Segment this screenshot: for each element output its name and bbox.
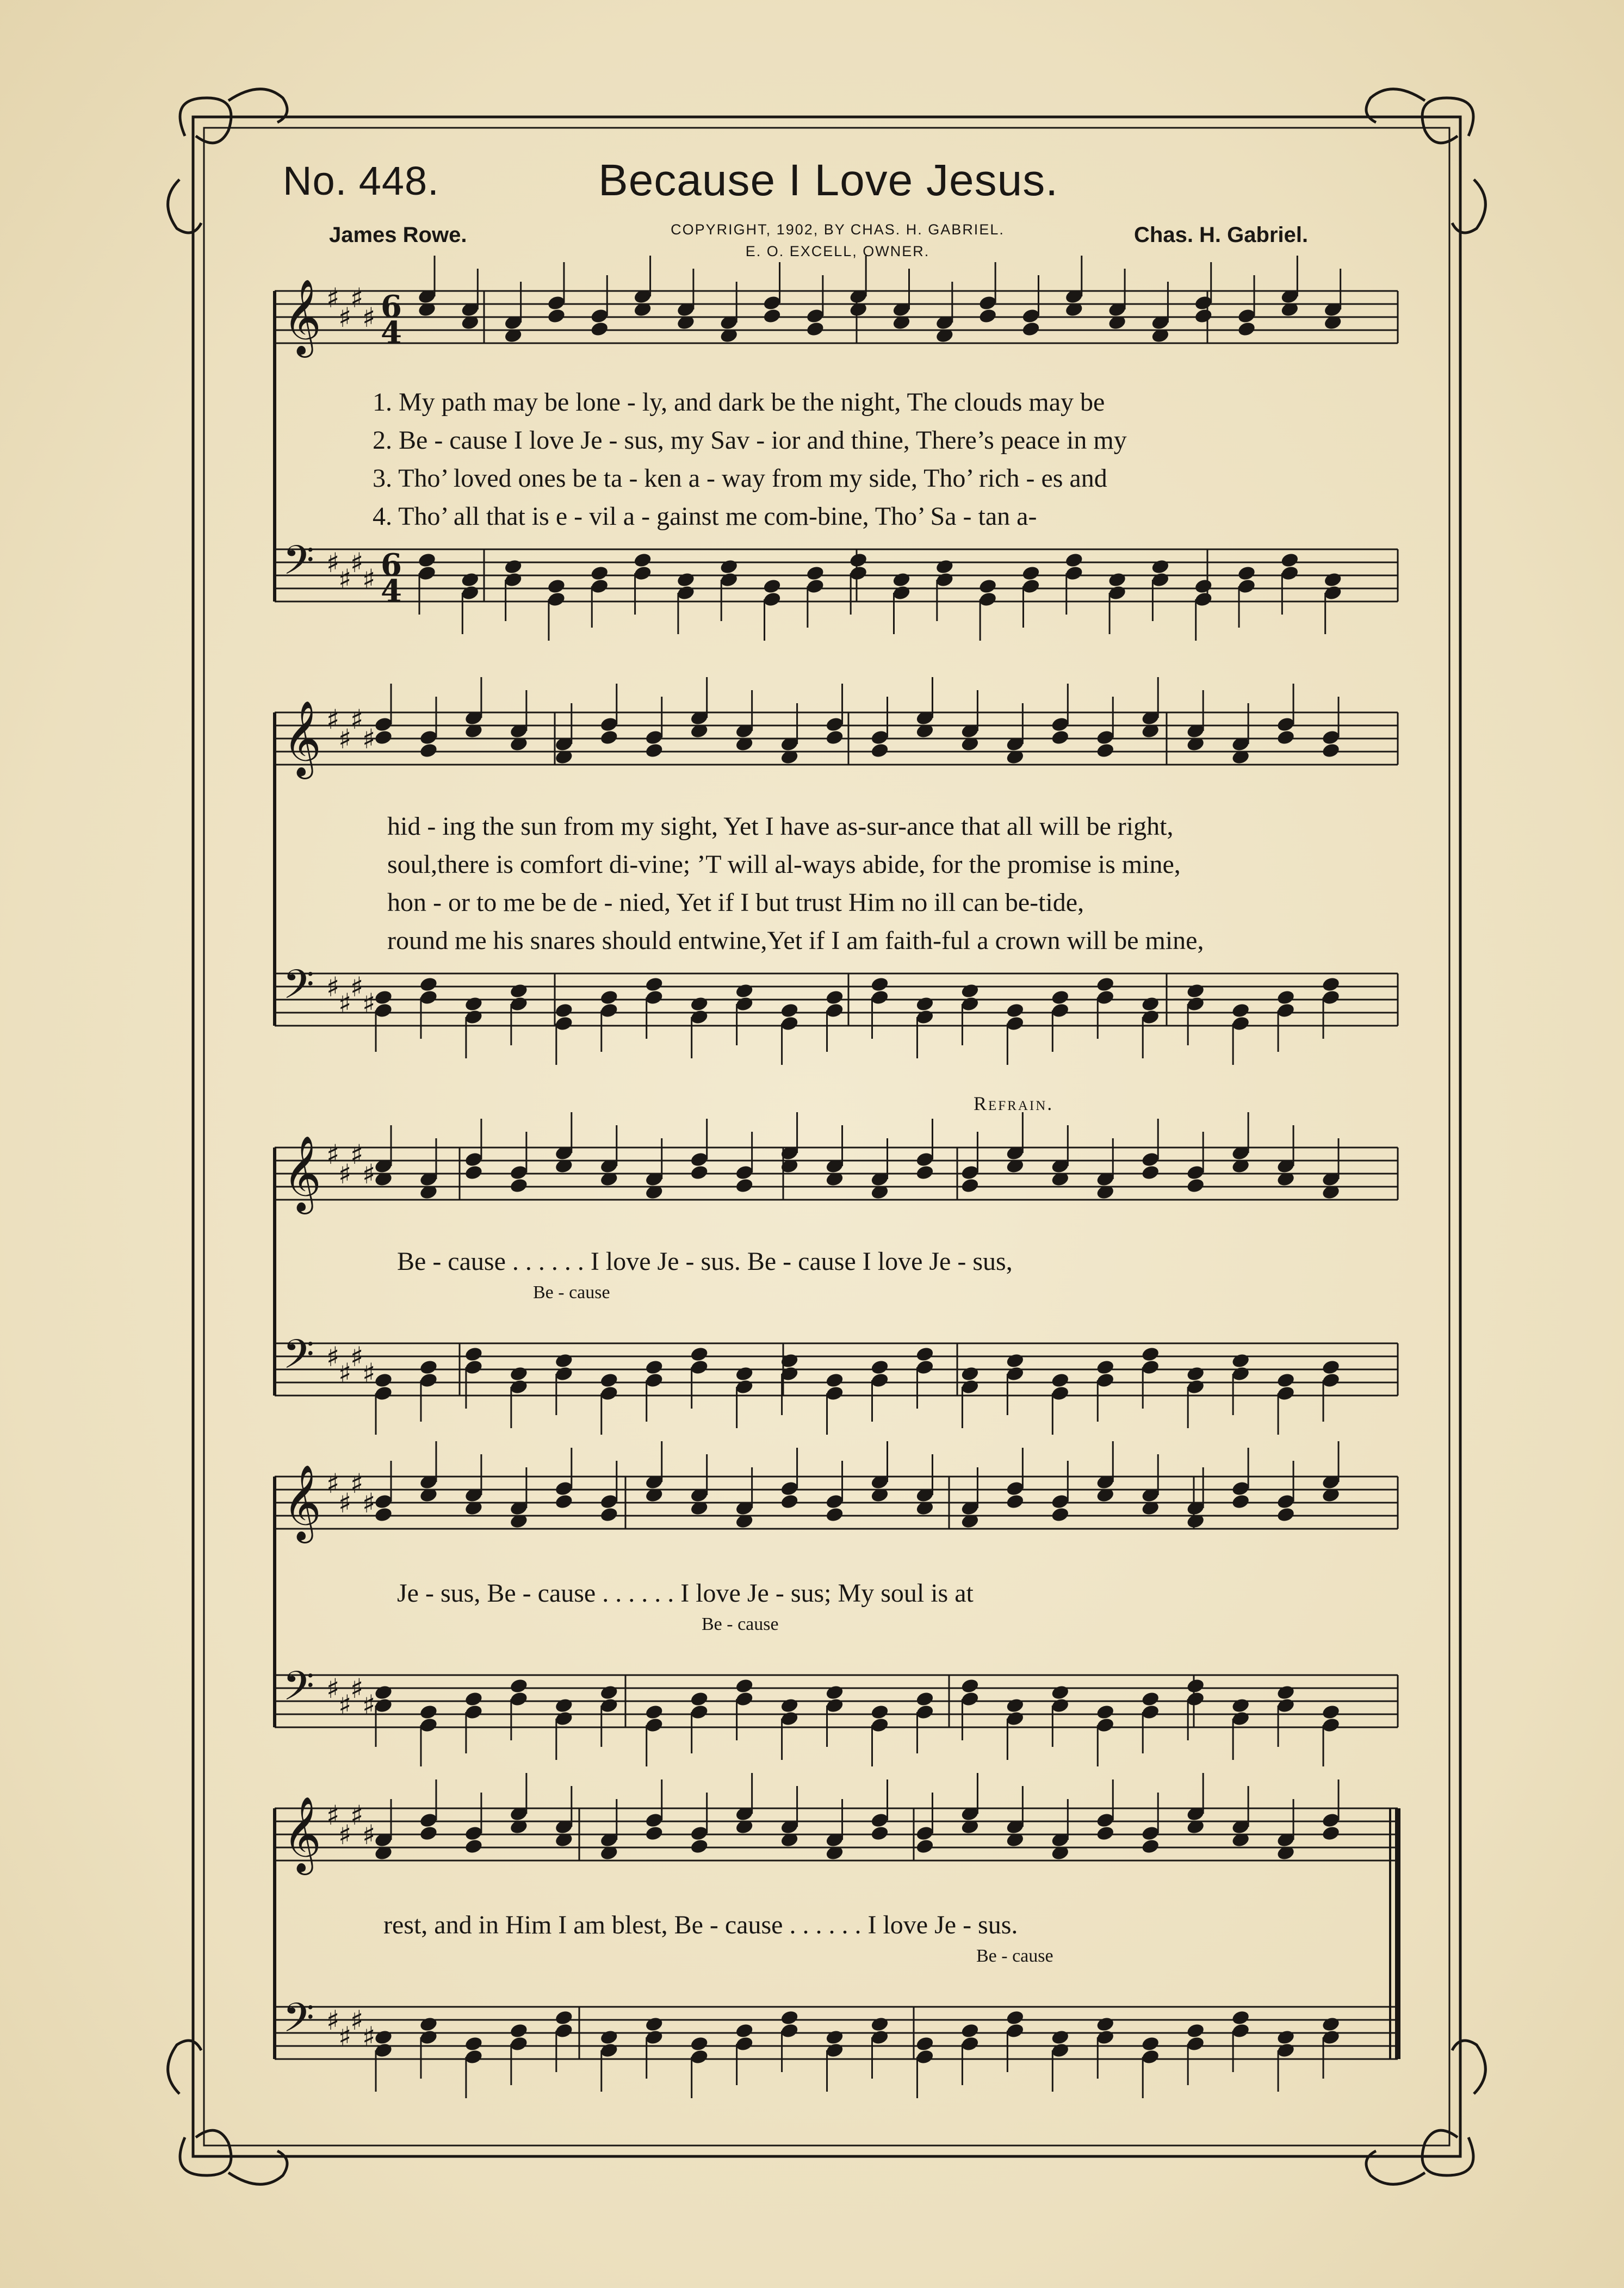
note-head	[464, 2036, 484, 2053]
verse-3-line-a: 3. Tho’ loved ones be ta - ken a - way from my side, Tho’ rich - es and	[373, 464, 1107, 493]
note-head	[1276, 1372, 1296, 1389]
sharp-icon: ♯	[338, 988, 352, 1019]
lyricist-credit: James Rowe.	[329, 223, 467, 247]
note-head	[915, 2036, 935, 2053]
treble-clef-icon: 𝄞	[283, 1136, 321, 1211]
note-head	[644, 1825, 664, 1842]
hymn-number: No. 448.	[283, 158, 439, 203]
note-head	[978, 308, 997, 325]
note-head	[1194, 308, 1213, 325]
sharp-icon: ♯	[350, 1468, 364, 1499]
note-head	[599, 729, 619, 746]
verse-4-line-b: round me his snares should entwine,Yet if I am faith-ful a crown will be mine,	[387, 926, 1204, 955]
sharp-icon: ♯	[338, 2021, 352, 2053]
note-head	[464, 1838, 484, 1855]
note-head	[915, 1838, 935, 1855]
bass-clef-icon: 𝄢	[283, 537, 314, 594]
note-head	[644, 2016, 664, 2033]
note-head	[1237, 565, 1256, 582]
sharp-icon: ♯	[362, 1158, 376, 1190]
note-head	[1276, 1506, 1296, 1523]
hymn-title: Because I Love Jesus.	[598, 156, 1059, 205]
note-head	[1276, 989, 1296, 1006]
sharp-icon: ♯	[350, 971, 364, 1003]
note-head	[1321, 2016, 1341, 2033]
note-head	[805, 565, 825, 582]
note-head	[690, 1838, 709, 1855]
note-head	[547, 578, 566, 595]
sharp-icon: ♯	[326, 704, 340, 735]
note-head	[419, 2016, 438, 2033]
note-head	[1194, 578, 1213, 595]
note-head	[763, 308, 782, 325]
note-head	[780, 1002, 799, 1019]
note-head	[960, 1678, 980, 1695]
note-head	[825, 1684, 845, 1701]
note-head	[690, 1691, 709, 1708]
sharp-icon: ♯	[362, 1357, 376, 1389]
copyright-line-1: COPYRIGHT, 1902, BY CHAS. H. GABRIEL.	[671, 221, 1005, 238]
note-head	[464, 1691, 484, 1708]
note-head	[599, 2029, 619, 2046]
note-head	[915, 1164, 935, 1181]
note-head	[719, 559, 739, 575]
note-head	[1237, 321, 1256, 338]
refrain-line-1: Be - cause . . . . . . I love Je - sus. Be - cause I love Je - sus,	[397, 1247, 1013, 1276]
note-head	[780, 1493, 799, 1510]
treble-clef-icon: 𝄞	[283, 1796, 321, 1872]
note-head	[590, 321, 609, 338]
note-head	[1186, 2023, 1205, 2039]
note-head	[509, 983, 529, 1000]
sharp-icon: ♯	[362, 988, 376, 1019]
copyright-line-2: E. O. EXCELL, OWNER.	[745, 243, 930, 259]
note-head	[825, 729, 845, 746]
note-head	[870, 742, 890, 759]
note-head	[1095, 1359, 1115, 1376]
note-head	[1231, 1493, 1250, 1510]
sharp-icon: ♯	[362, 1819, 376, 1851]
note-head	[690, 996, 709, 1013]
note-head	[464, 996, 484, 1013]
note-head	[1006, 2010, 1025, 2026]
note-head	[690, 1164, 709, 1181]
sharp-icon: ♯	[350, 282, 364, 314]
note-head	[1050, 989, 1070, 1006]
sharp-icon: ♯	[362, 563, 376, 595]
note-head	[960, 1177, 980, 1194]
note-head	[1095, 1704, 1115, 1721]
treble-clef-icon: 𝄞	[283, 700, 321, 776]
note-head	[554, 1493, 574, 1510]
note-head	[464, 1346, 484, 1363]
note-head	[554, 1002, 574, 1019]
time-signature-bottom: 4	[381, 573, 402, 609]
sharp-icon: ♯	[326, 1341, 340, 1373]
note-head	[1321, 976, 1341, 993]
note-head	[1231, 1353, 1250, 1369]
note-head	[735, 1366, 754, 1382]
sharp-icon: ♯	[326, 282, 340, 314]
note-head	[554, 2010, 574, 2026]
note-head	[464, 1164, 484, 1181]
note-head	[374, 2029, 393, 2046]
note-head	[978, 578, 997, 595]
note-head	[1050, 729, 1070, 746]
note-head	[1276, 729, 1296, 746]
sharp-icon: ♯	[362, 1487, 376, 1519]
note-head	[1140, 1346, 1160, 1363]
note-head	[374, 1506, 393, 1523]
note-head	[1186, 1678, 1205, 1695]
note-head	[805, 321, 825, 338]
note-head	[825, 1372, 845, 1389]
sharp-icon: ♯	[362, 302, 376, 333]
verse-4-line-a: 4. Tho’ all that is e - vil a - gainst me com-bine, Tho’ Sa - tan a-	[373, 502, 1037, 531]
treble-clef-icon: 𝄞	[283, 279, 321, 355]
treble-clef-icon: 𝄞	[283, 1465, 321, 1540]
note-head	[554, 1353, 574, 1369]
note-head	[590, 565, 609, 582]
note-head	[892, 572, 912, 588]
note-head	[1064, 552, 1084, 569]
note-head	[1280, 552, 1300, 569]
note-head	[599, 1506, 619, 1523]
note-head	[825, 1506, 845, 1523]
sharp-icon: ♯	[326, 1139, 340, 1170]
note-head	[1231, 2010, 1250, 2026]
note-head	[1006, 1353, 1025, 1369]
note-head	[1321, 742, 1341, 759]
note-head	[1321, 1359, 1341, 1376]
sharp-icon: ♯	[362, 2021, 376, 2053]
sharp-icon: ♯	[350, 2005, 364, 2036]
verse-1-line-b: hid - ing the sun from my sight, Yet I have as-sur-ance that all will be right,	[387, 812, 1174, 841]
note-head	[1021, 565, 1041, 582]
bass-clef-icon: 𝄢	[283, 1663, 314, 1720]
verse-2-line-b: soul,there is comfort di-vine; ’T will al-ways abide, for the promise is mine,	[387, 850, 1181, 879]
note-head	[1231, 1697, 1250, 1714]
bass-cue-3: Be - cause	[976, 1946, 1053, 1966]
sharp-icon: ♯	[338, 302, 352, 333]
verse-1-line-a: 1. My path may be lone - ly, and dark be the night, The clouds may be	[373, 388, 1105, 417]
note-head	[735, 983, 754, 1000]
note-head	[1140, 996, 1160, 1013]
note-head	[1140, 1838, 1160, 1855]
note-head	[1321, 1825, 1341, 1842]
note-head	[825, 2029, 845, 2046]
note-head	[509, 1678, 529, 1695]
note-head	[419, 1704, 438, 1721]
verse-block-1	[373, 383, 1127, 536]
note-head	[1323, 572, 1343, 588]
note-head	[735, 1678, 754, 1695]
sharp-icon: ♯	[350, 1673, 364, 1704]
sharp-icon: ♯	[326, 1800, 340, 1831]
note-head	[870, 2016, 890, 2033]
note-head	[374, 729, 393, 746]
sharp-icon: ♯	[362, 723, 376, 755]
note-head	[509, 2023, 529, 2039]
note-head	[870, 1359, 890, 1376]
note-head	[915, 1346, 935, 1363]
sharp-icon: ♯	[338, 1357, 352, 1389]
note-head	[1006, 1697, 1025, 1714]
note-head	[644, 1359, 664, 1376]
note-head	[1050, 1684, 1070, 1701]
sharp-icon: ♯	[338, 1487, 352, 1519]
note-head	[1151, 559, 1170, 575]
note-head	[547, 308, 566, 325]
note-head	[1095, 2016, 1115, 2033]
note-head	[1140, 2036, 1160, 2053]
sharp-icon: ♯	[326, 547, 340, 579]
note-head	[763, 578, 782, 595]
note-head	[825, 989, 845, 1006]
note-head	[1107, 572, 1127, 588]
note-head	[374, 1684, 393, 1701]
sharp-icon: ♯	[326, 1673, 340, 1704]
note-head	[676, 572, 696, 588]
bass-clef-icon: 𝄢	[283, 1994, 314, 2051]
refrain-line-3: rest, and in Him I am blest, Be - cause . . . . . . I love Je - sus.	[383, 1911, 1018, 1939]
note-head	[1095, 1825, 1115, 1842]
note-head	[1050, 1372, 1070, 1389]
note-head	[1050, 1506, 1070, 1523]
composer-credit: Chas. H. Gabriel.	[1134, 223, 1309, 247]
bass-cue-1: Be - cause	[533, 1282, 610, 1303]
refrain-line-2: Je - sus, Be - cause . . . . . . I love Je - sus; My soul is at	[397, 1579, 974, 1608]
note-head	[460, 572, 480, 588]
bass-clef-icon: 𝄢	[283, 1331, 314, 1388]
verse-2-line-a: 2. Be - cause I love Je - sus, my Sav - ior and thine, There’s peace in my	[373, 426, 1127, 455]
time-signature-top: 6	[381, 289, 402, 325]
sharp-icon: ♯	[326, 1468, 340, 1499]
note-head	[633, 552, 653, 569]
verse-3-line-b: hon - or to me be de - nied, Yet if I but trust Him no ill can be-tide,	[387, 888, 1084, 917]
refrain-label: Refrain.	[974, 1093, 1054, 1114]
note-head	[554, 1697, 574, 1714]
bass-cue-2: Be - cause	[702, 1614, 779, 1634]
note-head	[644, 976, 664, 993]
note-head	[1186, 1177, 1205, 1194]
note-head	[780, 2010, 799, 2026]
time-signature-bottom: 4	[381, 315, 402, 351]
note-head	[419, 742, 438, 759]
sharp-icon: ♯	[350, 1341, 364, 1373]
note-head	[374, 1372, 393, 1389]
note-head	[870, 1704, 890, 1721]
note-head	[960, 2023, 980, 2039]
sharp-icon: ♯	[326, 2005, 340, 2036]
sharp-icon: ♯	[350, 1800, 364, 1831]
note-head	[915, 996, 935, 1013]
sharp-icon: ♯	[338, 723, 352, 755]
sharp-icon: ♯	[350, 547, 364, 579]
time-signature-top: 6	[381, 547, 402, 583]
note-head	[1276, 1684, 1296, 1701]
note-head	[1006, 1002, 1025, 1019]
note-head	[1021, 321, 1041, 338]
sharp-icon: ♯	[350, 704, 364, 735]
sharp-icon: ♯	[326, 971, 340, 1003]
note-head	[1276, 2029, 1296, 2046]
bass-clef-icon: 𝄢	[283, 961, 314, 1018]
note-head	[599, 989, 619, 1006]
sharp-icon: ♯	[338, 1158, 352, 1190]
note-head	[419, 1359, 438, 1376]
note-head	[735, 2023, 754, 2039]
note-head	[1095, 742, 1115, 759]
note-head	[599, 1372, 619, 1389]
note-head	[599, 1684, 619, 1701]
sharp-icon: ♯	[338, 1689, 352, 1721]
note-head	[690, 1346, 709, 1363]
note-head	[870, 976, 890, 993]
note-head	[960, 983, 980, 1000]
note-head	[509, 1177, 529, 1194]
sharp-icon: ♯	[350, 1139, 364, 1170]
note-head	[690, 2036, 709, 2053]
note-head	[509, 1366, 529, 1382]
note-head	[935, 559, 954, 575]
note-head	[1140, 1691, 1160, 1708]
note-head	[1186, 1366, 1205, 1382]
note-head	[1095, 976, 1115, 993]
sharp-icon: ♯	[362, 1689, 376, 1721]
note-head	[504, 559, 523, 575]
note-head	[1321, 1704, 1341, 1721]
note-head	[1050, 2029, 1070, 2046]
sharp-icon: ♯	[338, 1819, 352, 1851]
note-head	[1006, 1493, 1025, 1510]
note-head	[848, 552, 868, 569]
note-head	[419, 976, 438, 993]
note-head	[1186, 983, 1205, 1000]
note-head	[644, 1704, 664, 1721]
note-head	[374, 989, 393, 1006]
note-head	[644, 742, 664, 759]
note-head	[960, 1366, 980, 1382]
note-head	[780, 1697, 799, 1714]
note-head	[870, 1825, 890, 1842]
sharp-icon: ♯	[338, 563, 352, 595]
note-head	[419, 1825, 438, 1842]
note-head	[417, 552, 437, 569]
verse-block-2	[387, 808, 1204, 960]
note-head	[1231, 1002, 1250, 1019]
note-head	[915, 1691, 935, 1708]
note-head	[735, 1177, 754, 1194]
note-head	[1140, 1164, 1160, 1181]
